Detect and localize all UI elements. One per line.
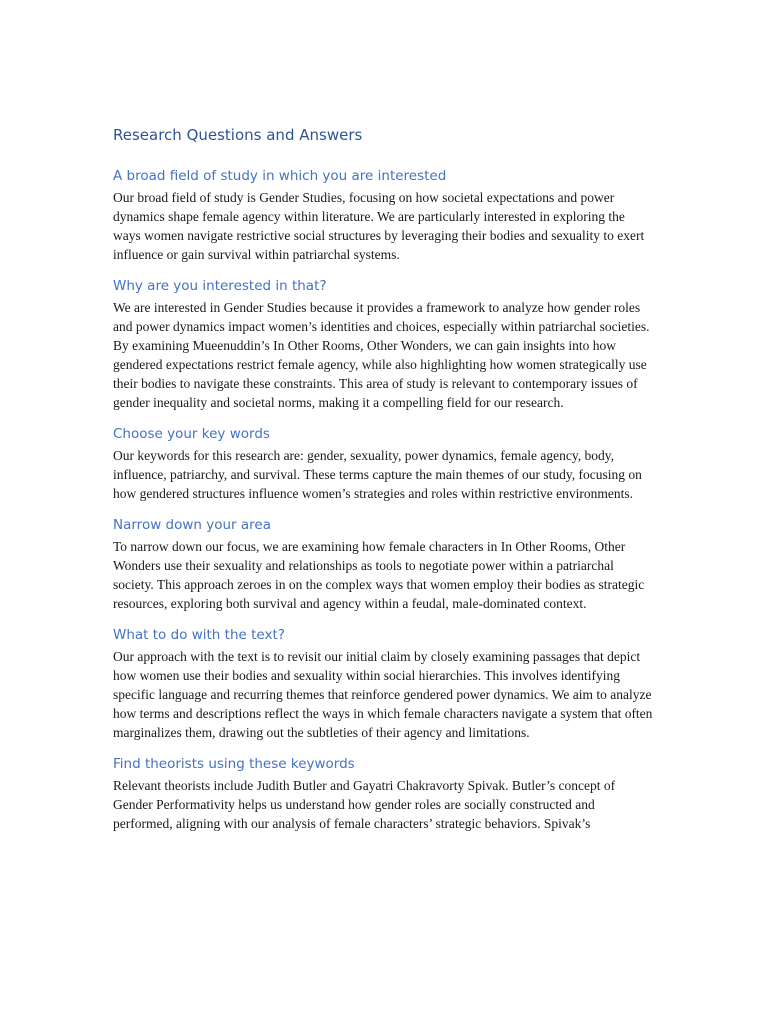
section-heading: Find theorists using these keywords xyxy=(113,756,355,772)
section-paragraph: Our keywords for this research are: gender, sexuality, power dynamics, female agency, body, influence, patriarchy, and survival. These terms capture the main themes of our study, focusing on how gendered structures influence women’s strategies and roles within restrictive environments. xyxy=(113,448,642,501)
section-narrow-down xyxy=(113,515,653,613)
section-heading: Why are you interested in that? xyxy=(113,278,327,294)
section-paragraph: Relevant theorists include Judith Butler and Gayatri Chakravorty Spivak. Butler’s concept of Gender Performativity helps us understand how gender roles are socially constructed and performed, aligning with our analysis of female characters’ strategic behaviors. Spivak’s xyxy=(113,778,616,831)
document-page xyxy=(113,124,653,845)
section-paragraph: Our approach with the text is to revisit our initial claim by closely examining passages that depict how women use their bodies and sexuality within social hierarchies. This involves identifying specific language and recurring themes that reinforce gendered power dynamics. We aim to analyze how terms and descriptions reflect the ways in which female characters navigate a system that often marginalizes them, drawing out the subtleties of their agency and limitations. xyxy=(113,649,653,740)
section-find-theorists xyxy=(113,754,653,833)
section-paragraph: To narrow down our focus, we are examining how female characters in In Other Rooms, Other Wonders use their sexuality and relationships as tools to negotiate power within a patriarchal society. This approach zeroes in on the complex ways that women employ their bodies as strategic resources, exploring both survival and agency within a feudal, male-dominated context. xyxy=(113,539,645,611)
section-heading: Choose your key words xyxy=(113,426,270,442)
section-heading: A broad field of study in which you are interested xyxy=(113,168,447,184)
section-broad-field xyxy=(113,166,653,264)
section-paragraph: We are interested in Gender Studies because it provides a framework to analyze how gender roles and power dynamics impact women’s identities and choices, especially within patriarchal societies. By examining Mueenuddin’s In Other Rooms, Other Wonders, we can gain insights into how gendered expectations restrict female agency, while also highlighting how women strategically use their bodies to navigate these constraints. This area of study is relevant to contemporary issues of gender inequality and societal norms, making it a compelling field for our research. xyxy=(113,300,650,410)
section-key-words xyxy=(113,424,653,503)
section-paragraph: Our broad field of study is Gender Studies, focusing on how societal expectations and power dynamics shape female agency within literature. We are particularly interested in exploring the ways women navigate restrictive social structures by leveraging their bodies and sexuality to exert influence or gain survival within patriarchal systems. xyxy=(113,190,645,262)
document-title: Research Questions and Answers xyxy=(113,126,363,144)
section-why-interested xyxy=(113,276,653,412)
section-what-to-do xyxy=(113,625,653,742)
section-heading: Narrow down your area xyxy=(113,517,271,533)
section-heading: What to do with the text? xyxy=(113,627,285,643)
